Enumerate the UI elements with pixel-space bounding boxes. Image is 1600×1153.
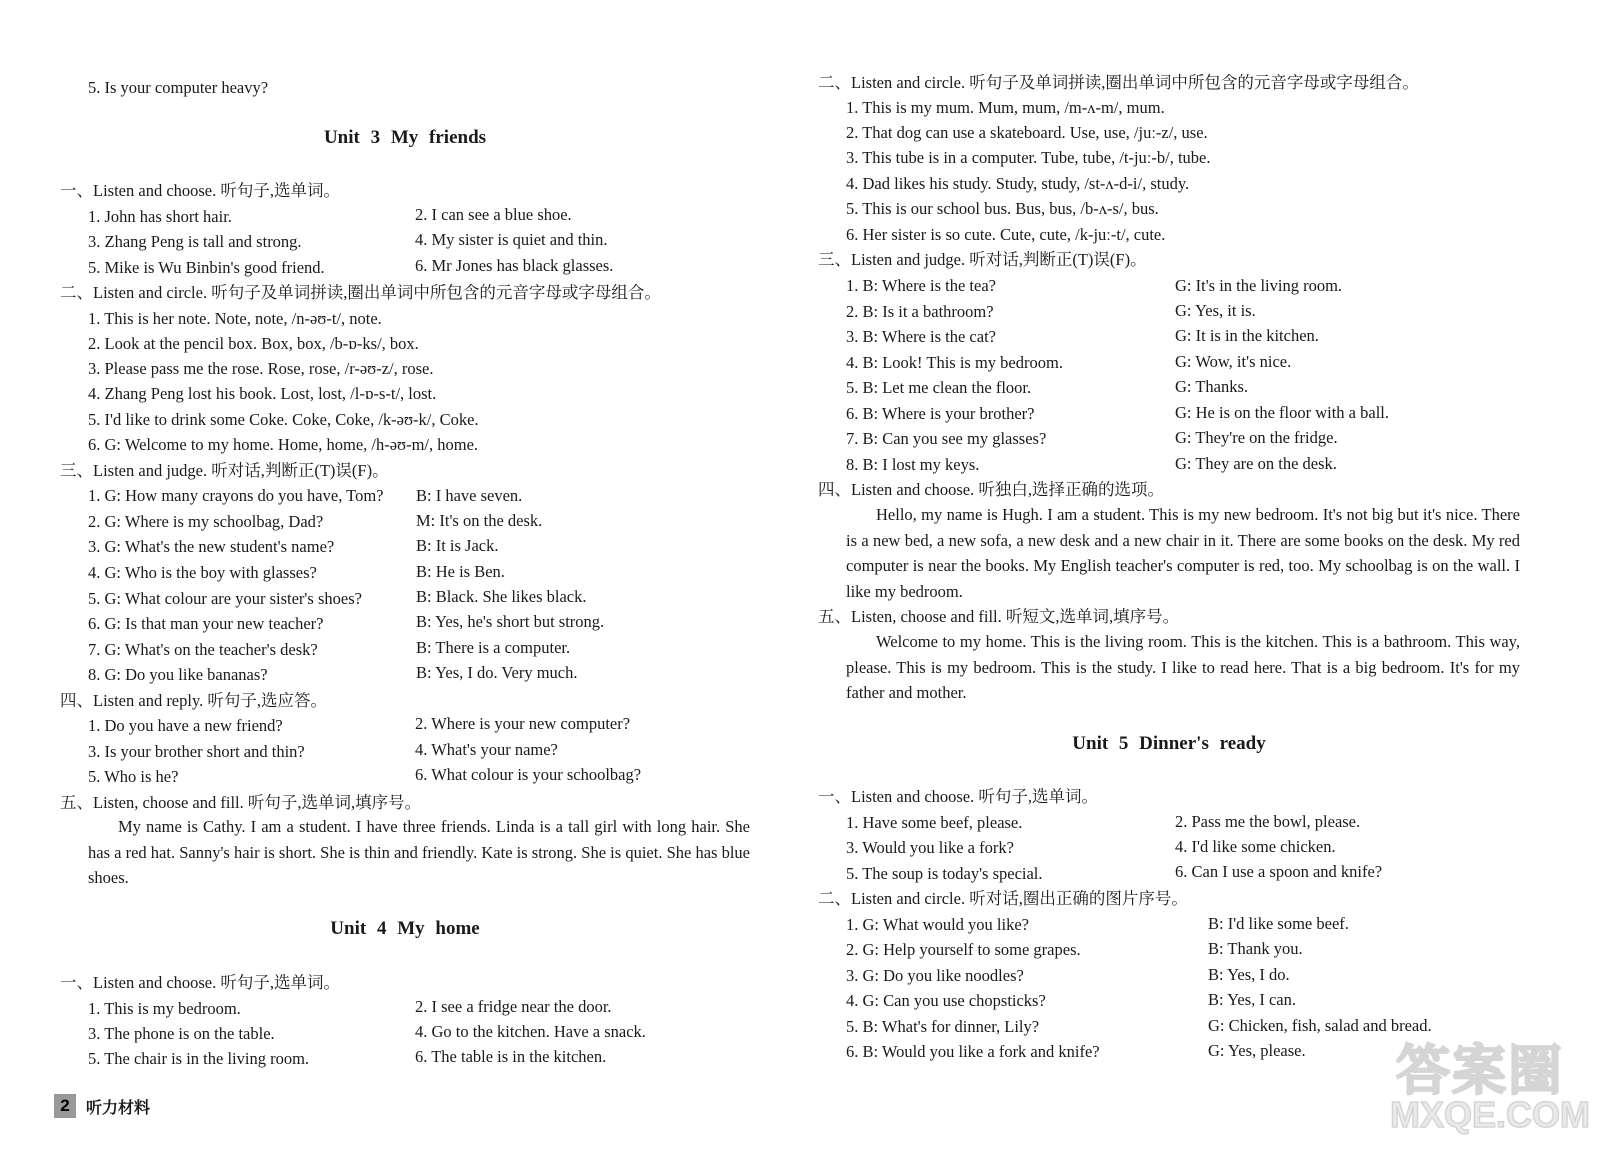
list-item: 3. The phone is on the table. xyxy=(88,1024,275,1043)
list-item: 3. Is your brother short and thin? xyxy=(88,742,305,761)
list-item: 2. Pass me the bowl, please. xyxy=(1175,812,1361,831)
watermark-text-top: 答案圈 xyxy=(1396,1039,1564,1102)
list-item: 1. This is her note. Note, note, /n-əʊ-t/, note. xyxy=(88,309,382,328)
list-item: 6. Mr Jones has black glasses. xyxy=(415,256,614,275)
list-item: 4. What's your name? xyxy=(415,740,558,759)
passage: Hello, my name is Hugh. I am a student. This is my new bedroom. It's not big but it's nice. There is a new bed, a new sofa, a new desk and a new chair in it. There are some books on the desk. My red computer is near the books. My English teacher's computer is red, too. My schoolbag is on the wall. I like my bedroom. xyxy=(846,505,1520,601)
list-item: 5. Mike is Wu Binbin's good friend. xyxy=(88,258,325,277)
list-item: 1. This is my bedroom. xyxy=(88,999,241,1018)
dialogue-question: 6. B: Would you like a fork and knife? xyxy=(846,1042,1100,1061)
dialogue-question: 2. G: Help yourself to some grapes. xyxy=(846,940,1081,959)
dialogue-answer: G: Yes, it is. xyxy=(1175,301,1256,320)
list-item: 2. I can see a blue shoe. xyxy=(415,205,572,224)
unit-5-title: Unit 5 Dinner's ready xyxy=(1072,733,1266,754)
list-item: 3. Zhang Peng is tall and strong. xyxy=(88,232,302,251)
page-number: 2 xyxy=(54,1094,76,1118)
list-item: 6. G: Welcome to my home. Home, home, /h-əʊ-m/, home. xyxy=(88,435,479,454)
watermark-logo xyxy=(1388,1020,1591,1140)
dialogue-answer: B: There is a computer. xyxy=(416,638,571,657)
list-item: 4. My sister is quiet and thin. xyxy=(415,230,608,249)
dialogue-answer: G: Thanks. xyxy=(1175,377,1249,396)
dialogue-question: 8. B: I lost my keys. xyxy=(846,455,980,474)
dialogue-answer: G: They are on the desk. xyxy=(1175,454,1337,473)
dialogue-question: 4. B: Look! This is my bedroom. xyxy=(846,353,1063,372)
section-heading: 二、Listen and circle. 听句子及单词拼读,圈出单词中所包含的元音字母或字母组合。 xyxy=(60,283,661,302)
list-item: 2. Look at the pencil box. Box, box, /b-ɒ-ks/, box. xyxy=(88,334,419,353)
list-item: 4. Go to the kitchen. Have a snack. xyxy=(415,1022,646,1041)
dialogue-answer: B: Black. She likes black. xyxy=(416,587,587,606)
section-heading: 一、Listen and choose. 听句子,选单词。 xyxy=(60,181,341,200)
dialogue-answer: G: They're on the fridge. xyxy=(1175,428,1338,447)
section-heading: 一、Listen and choose. 听句子,选单词。 xyxy=(818,787,1099,806)
section-heading: 三、Listen and judge. 听对话,判断正(T)误(F)。 xyxy=(60,461,389,480)
dialogue-answer: G: He is on the floor with a ball. xyxy=(1175,403,1390,422)
dialogue-answer: G: Chicken, fish, salad and bread. xyxy=(1208,1016,1432,1035)
dialogue-question: 6. B: Where is your brother? xyxy=(846,404,1035,423)
dialogue-question: 1. B: Where is the tea? xyxy=(846,276,996,295)
list-item: 3. Would you like a fork? xyxy=(846,838,1014,857)
dialogue-question: 3. G: Do you like noodles? xyxy=(846,966,1024,985)
dialogue-question: 8. G: Do you like bananas? xyxy=(88,665,268,684)
dialogue-answer: B: He is Ben. xyxy=(416,562,505,581)
list-item: 3. Please pass me the rose. Rose, rose, /r-əʊ-z/, rose. xyxy=(88,359,434,378)
dialogue-question: 7. B: Can you see my glasses? xyxy=(846,429,1047,448)
footer-label: 听力材料 xyxy=(86,1097,151,1117)
list-item: 5. Is your computer heavy? xyxy=(88,78,269,97)
dialogue-question: 1. G: How many crayons do you have, Tom? xyxy=(88,486,384,505)
section-heading: 二、Listen and circle. 听对话,圈出正确的图片序号。 xyxy=(818,889,1188,908)
dialogue-answer: B: Yes, I do. xyxy=(1208,965,1290,984)
section-heading: 四、Listen and reply. 听句子,选应答。 xyxy=(60,691,328,710)
list-item: 5. Who is he? xyxy=(88,767,179,786)
section-heading: 五、Listen, choose and fill. 听短文,选单词,填序号。 xyxy=(818,607,1180,626)
dialogue-answer: M: It's on the desk. xyxy=(416,511,543,530)
list-item: 6. The table is in the kitchen. xyxy=(415,1047,607,1066)
list-item: 5. This is our school bus. Bus, bus, /b-ʌ-s/, bus. xyxy=(846,199,1159,218)
section-heading: 三、Listen and judge. 听对话,判断正(T)误(F)。 xyxy=(818,250,1147,269)
dialogue-answer: B: Thank you. xyxy=(1208,939,1303,958)
dialogue-answer: G: Yes, please. xyxy=(1208,1041,1306,1060)
list-item: 2. I see a fridge near the door. xyxy=(415,997,612,1016)
list-item: 2. That dog can use a skateboard. Use, use, /juː-z/, use. xyxy=(846,123,1208,142)
list-item: 4. Zhang Peng lost his book. Lost, lost, /l-ɒ-s-t/, lost. xyxy=(88,384,437,403)
unit-4-title: Unit 4 My home xyxy=(330,918,480,939)
dialogue-question: 4. G: Who is the boy with glasses? xyxy=(88,563,317,582)
dialogue-answer: B: Yes, I do. Very much. xyxy=(416,663,578,682)
dialogue-question: 2. G: Where is my schoolbag, Dad? xyxy=(88,512,324,531)
dialogue-question: 5. G: What colour are your sister's shoes? xyxy=(88,589,362,608)
section-heading: 五、Listen, choose and fill. 听句子,选单词,填序号。 xyxy=(60,793,422,812)
list-item: 5. I'd like to drink some Coke. Coke, Coke, /k-əʊ-k/, Coke. xyxy=(88,410,479,429)
list-item: 1. John has short hair. xyxy=(88,207,232,226)
unit-3-title: Unit 3 My friends xyxy=(323,127,487,148)
dialogue-question: 1. G: What would you like? xyxy=(846,915,1029,934)
dialogue-answer: B: It is Jack. xyxy=(416,536,499,555)
dialogue-question: 3. B: Where is the cat? xyxy=(846,327,996,346)
dialogue-question: 2. B: Is it a bathroom? xyxy=(846,302,994,321)
list-item: 4. I'd like some chicken. xyxy=(1175,837,1336,856)
dialogue-answer: B: I'd like some beef. xyxy=(1208,914,1349,933)
list-item: 5. The soup is today's special. xyxy=(846,864,1043,883)
list-item: 6. What colour is your schoolbag? xyxy=(415,765,642,784)
dialogue-question: 7. G: What's on the teacher's desk? xyxy=(88,640,318,659)
dialogue-answer: G: It is in the kitchen. xyxy=(1175,326,1319,345)
page-footer xyxy=(54,1094,150,1118)
list-item: 6. Can I use a spoon and knife? xyxy=(1175,862,1383,881)
passage: My name is Cathy. I am a student. I have three friends. Linda is a tall girl with long hair. She has a red hat. Sanny's hair is short. She is thin and friendly. Kate is strong. She is quiet. She has blue shoes. xyxy=(88,817,750,887)
list-item: 1. This is my mum. Mum, mum, /m-ʌ-m/, mum. xyxy=(846,98,1165,117)
list-item: 1. Do you have a new friend? xyxy=(88,716,283,735)
list-item: 1. Have some beef, please. xyxy=(846,813,1023,832)
watermark-text-bottom: MXQE.COM xyxy=(1390,1094,1591,1135)
dialogue-answer: B: Yes, I can. xyxy=(1208,990,1297,1009)
list-item: 5. The chair is in the living room. xyxy=(88,1049,310,1068)
dialogue-answer: B: Yes, he's short but strong. xyxy=(416,612,605,631)
list-item: 2. Where is your new computer? xyxy=(415,714,631,733)
section-heading: 二、Listen and circle. 听句子及单词拼读,圈出单词中所包含的元音字母或字母组合。 xyxy=(818,73,1419,92)
dialogue-question: 5. B: What's for dinner, Lily? xyxy=(846,1017,1040,1036)
passage: Welcome to my home. This is the living room. This is the kitchen. This is a bathroom. This way, please. This is my bedroom. This is the study. I like to read here. That is a big bedroom. It's for my father and mother. xyxy=(846,632,1520,702)
list-item: 4. Dad likes his study. Study, study, /st-ʌ-d-i/, study. xyxy=(846,174,1190,193)
dialogue-question: 5. B: Let me clean the floor. xyxy=(846,378,1032,397)
dialogue-answer: G: Wow, it's nice. xyxy=(1175,352,1292,371)
section-heading: 四、Listen and choose. 听独白,选择正确的选项。 xyxy=(818,480,1165,499)
list-item: 3. This tube is in a computer. Tube, tube, /t-juː-b/, tube. xyxy=(846,148,1211,167)
dialogue-question: 6. G: Is that man your new teacher? xyxy=(88,614,324,633)
dialogue-question: 4. G: Can you use chopsticks? xyxy=(846,991,1046,1010)
dialogue-answer: G: It's in the living room. xyxy=(1175,276,1343,295)
section-heading: 一、Listen and choose. 听句子,选单词。 xyxy=(60,973,341,992)
dialogue-question: 3. G: What's the new student's name? xyxy=(88,537,335,556)
dialogue-answer: B: I have seven. xyxy=(416,486,523,505)
list-item: 6. Her sister is so cute. Cute, cute, /k-juː-t/, cute. xyxy=(846,225,1166,244)
